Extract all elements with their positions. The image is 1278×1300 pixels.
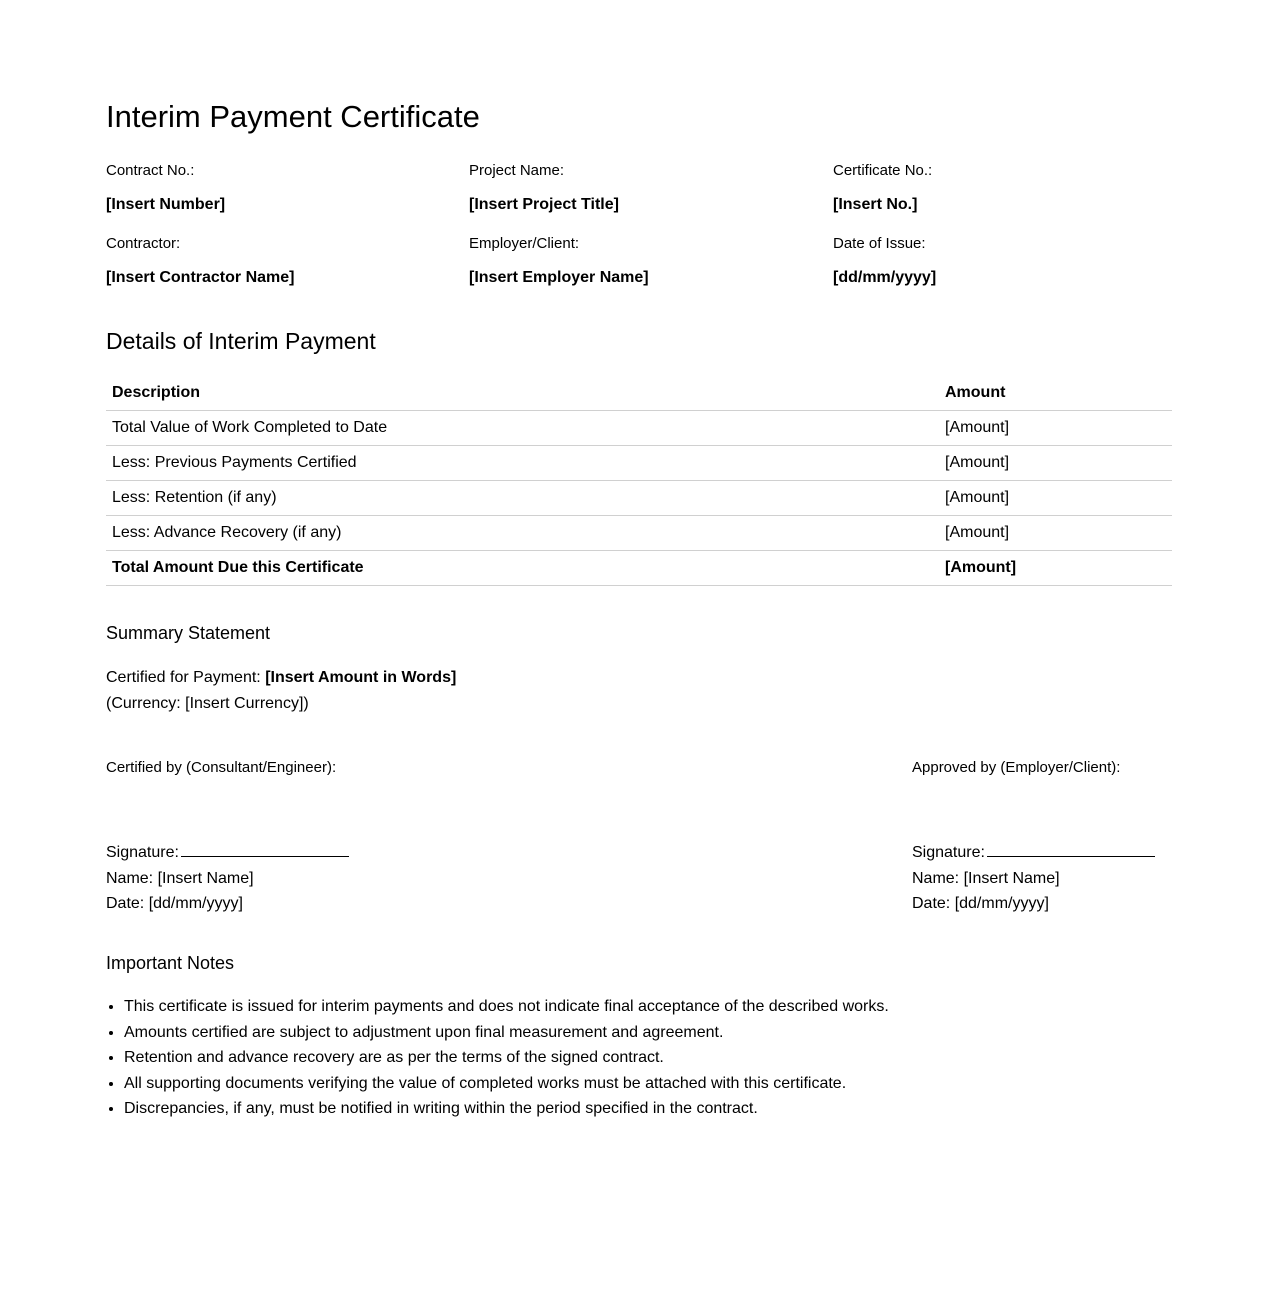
summary-heading: Summary Statement	[106, 623, 271, 643]
list-item: • All supporting documents verifying the value of completed works must be attached with this certificate.	[124, 1071, 1164, 1097]
currency-line: (Currency: [Insert Currency])	[106, 695, 309, 712]
table-header-row	[106, 376, 1172, 411]
field-value: [Insert Number]	[106, 196, 226, 213]
table-row	[106, 446, 1172, 481]
certified-by-block	[106, 758, 406, 917]
payment-details-table	[106, 376, 1172, 586]
row-description: Less: Retention (if any)	[106, 481, 939, 516]
field-contractor	[106, 235, 446, 287]
column-header-amount: Amount	[939, 376, 1172, 411]
field-label: Date of Issue:	[833, 235, 926, 252]
list-item: • Retention and advance recovery are as per the terms of the signed contract.	[124, 1045, 1164, 1071]
field-employer	[469, 235, 809, 287]
notes-heading: Important Notes	[106, 953, 235, 973]
table-total-row	[106, 551, 1172, 586]
certified-label: Certified for Payment:	[106, 669, 261, 686]
field-date-of-issue	[833, 235, 1173, 287]
table-row	[106, 411, 1172, 446]
signature-line	[987, 842, 1155, 857]
row-description: Total Value of Work Completed to Date	[106, 411, 939, 446]
approved-by-lines	[912, 840, 1212, 917]
field-project-name	[469, 162, 809, 214]
field-value: [dd/mm/yyyy]	[833, 269, 937, 286]
row-description: Less: Previous Payments Certified	[106, 446, 939, 481]
signature-line	[181, 842, 349, 857]
summary-statement	[106, 665, 456, 717]
row-amount: [Amount]	[939, 411, 1172, 446]
certified-by-heading: Certified by (Consultant/Engineer):	[106, 759, 337, 776]
page-title: Interim Payment Certificate	[106, 99, 480, 134]
list-item: • Discrepancies, if any, must be notified in writing within the period specified in the contract.	[124, 1096, 1164, 1122]
column-header-description: Description	[106, 376, 939, 411]
field-label: Employer/Client:	[469, 235, 580, 252]
list-item: • This certificate is issued for interim payments and does not indicate final acceptance of the described works.	[124, 994, 1164, 1020]
name-line: Name: [Insert Name]	[106, 869, 254, 887]
table-row	[106, 516, 1172, 551]
date-line: Date: [dd/mm/yyyy]	[106, 895, 243, 912]
date-line: Date: [dd/mm/yyyy]	[912, 895, 1049, 912]
details-heading: Details of Interim Payment	[106, 328, 376, 354]
signature-row	[912, 840, 1212, 866]
field-contract-no	[106, 162, 446, 214]
signature-label: Signature:	[106, 844, 179, 861]
signature-row	[106, 840, 406, 866]
signature-label: Signature:	[912, 844, 985, 861]
list-item: • Amounts certified are subject to adjustment upon final measurement and agreement.	[124, 1020, 1164, 1046]
total-amount: [Amount]	[939, 551, 1172, 586]
certified-amount-words: [Insert Amount in Words]	[265, 669, 457, 686]
field-value: [Insert Contractor Name]	[106, 269, 295, 286]
row-description: Less: Advance Recovery (if any)	[106, 516, 939, 551]
certified-line	[106, 665, 456, 691]
field-value: [Insert No.]	[833, 196, 918, 213]
certified-by-lines	[106, 840, 406, 917]
table-row	[106, 481, 1172, 516]
approved-by-heading: Approved by (Employer/Client):	[912, 759, 1121, 776]
field-label: Contract No.:	[106, 162, 195, 179]
field-label: Project Name:	[469, 162, 565, 179]
row-amount: [Amount]	[939, 446, 1172, 481]
row-amount: [Amount]	[939, 516, 1172, 551]
approved-by-block	[912, 758, 1212, 917]
field-label: Certificate No.:	[833, 162, 933, 179]
field-value: [Insert Employer Name]	[469, 269, 649, 286]
name-line: Name: [Insert Name]	[912, 869, 1060, 887]
row-amount: [Amount]	[939, 481, 1172, 516]
field-value: [Insert Project Title]	[469, 196, 619, 213]
notes-list	[106, 994, 1164, 1122]
field-certificate-no	[833, 162, 1173, 214]
field-label: Contractor:	[106, 235, 181, 252]
total-description: Total Amount Due this Certificate	[106, 551, 939, 586]
